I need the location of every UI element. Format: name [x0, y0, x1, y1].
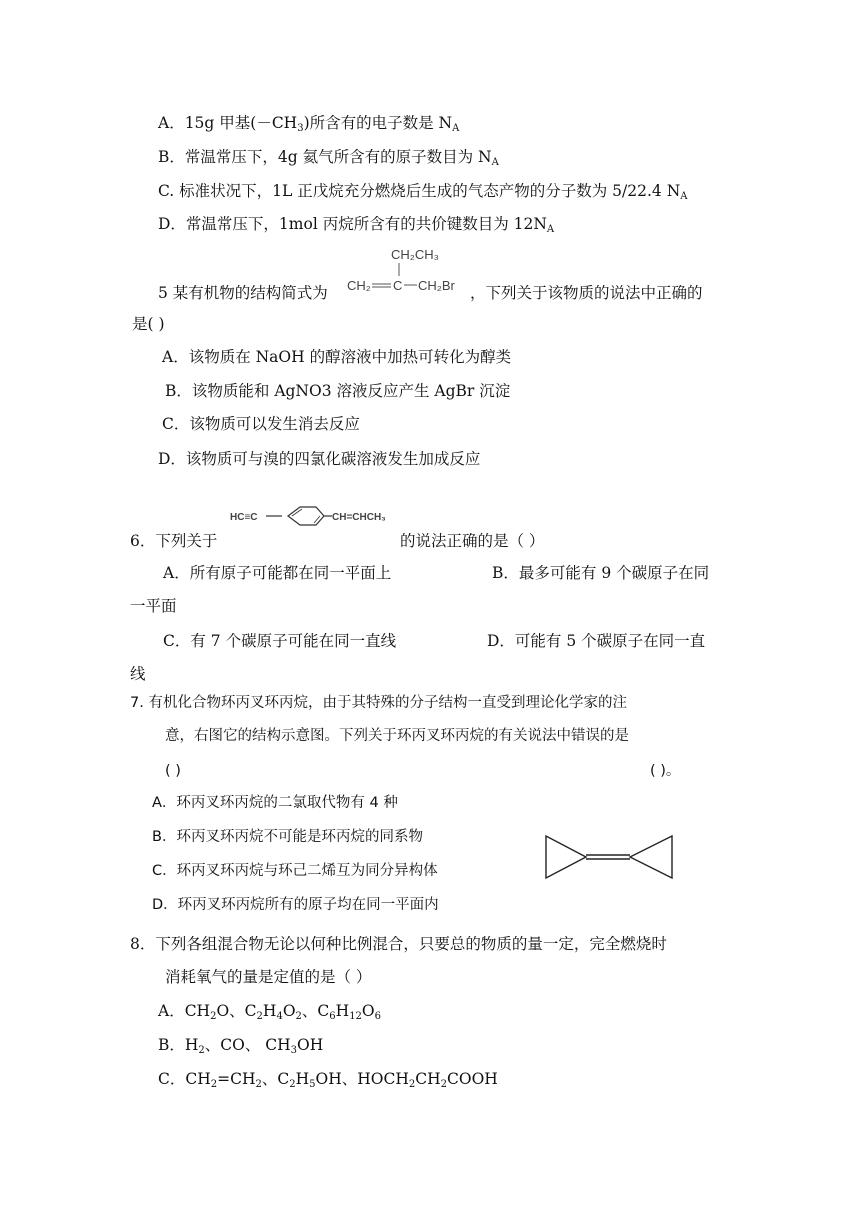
q4-option-b: B．常温常压下，4g 氦气所含有的原子数目为 $N_A$ [158, 148, 499, 168]
q8-stem-line2: 消耗氧气的量是定值的是（ ） [165, 968, 372, 986]
q5-struct-right: CH₂Br [418, 278, 455, 293]
q6-structure-image [228, 504, 398, 546]
q5-option-d: D．该物质可与溴的四氯化碳溶液发生加成反应 [158, 450, 481, 468]
q7-option-d: D．环丙叉环丙烷所有的原子均在同一平面内 [152, 897, 439, 913]
q5-option-c: C．该物质可以发生消去反应 [162, 415, 360, 433]
q7-paren-1: ( ) [165, 763, 181, 779]
q8-option-b: B．$H_2$、CO、 $CH_3OH$ [158, 1036, 324, 1056]
q8-option-c: C．$CH_2=CH_2$、$C_2H_5OH$、$HOCH_2CH_2COOH$ [158, 1070, 498, 1090]
q7-stem-line1: 7. 有机化合物环丙叉环丙烷，由于其特殊的分子结构一直受到理论化学家的注 [130, 695, 627, 711]
q6-stem-a: 6．下列关于 [130, 532, 218, 550]
q6-option-c: C．有 7 个碳原子可能在同一直线 [163, 632, 397, 650]
q4-option-a: A．15g 甲基$(-CH_3)$所含有的电子数是 $N_A$ [158, 114, 460, 134]
q7-option-a: A．环丙叉环丙烷的二氯取代物有 4 种 [152, 795, 398, 811]
q6-option-d-cont: 线 [130, 665, 146, 683]
q6-option-b: B．最多可能有 9 个碳原子在同 [492, 564, 710, 582]
q6-struct-benzene [288, 507, 324, 525]
q5-struct-left: CH₂ [347, 278, 371, 293]
q4-option-c: C. 标准状况下，1L 正戊烷充分燃烧后生成的气态产物的分子数为 5/22.4 $N_A$ [158, 182, 688, 202]
q5-struct-center: C [393, 278, 403, 293]
q8-option-a: A．$CH_2O$、$C_2H_4O_2$、$C_6H_{12}O_6$ [158, 1002, 382, 1022]
q6-struct-left: HC≡C [230, 512, 258, 523]
q6-option-a: A．所有原子可能都在同一平面上 [163, 564, 392, 582]
q4-option-d: D．常温常压下，1mol 丙烷所含有的共价键数目为 $12N_A$ [158, 215, 555, 235]
q5-option-b: B．该物质能和 AgNO3 溶液反应产生 AgBr 沉淀 [165, 382, 511, 400]
q7-cyclopropylidene-structure [540, 832, 680, 884]
q7-option-c: C．环丙叉环丙烷与环己二烯互为同分异构体 [152, 863, 438, 879]
q7-option-b: B．环丙叉环丙烷不可能是环丙烷的同系物 [152, 829, 423, 845]
q8-stem-line1: 8．下列各组混合物无论以何种比例混合，只要总的物质的量一定，完全燃烧时 [130, 935, 667, 953]
q5-stem-b: ，下列关于该物质的说法中正确的 [470, 284, 703, 302]
q5-stem-c: 是( ) [132, 315, 165, 333]
q7-left-ring [546, 836, 586, 878]
q5-struct-top: CH₂CH₃ [391, 247, 439, 262]
q5-option-a: A．该物质在 NaOH 的醇溶液中加热可转化为醇类 [162, 348, 512, 366]
q5-stem-a: 5 某有机物的结构简式为 [158, 284, 328, 302]
q6-option-b-cont: 一平面 [130, 597, 177, 615]
q6-stem-b: 的说法正确的是（ ） [400, 532, 545, 550]
q7-right-ring [630, 836, 672, 878]
q7-paren-2: ( )。 [650, 763, 681, 779]
q7-stem-line2: 意，右图它的结构示意图。下列关于环丙叉环丙烷的有关说法中错误的是 [165, 728, 629, 744]
q6-struct-right: CH=CHCH₃ [332, 512, 386, 523]
q6-option-d: D．可能有 5 个碳原子在同一直 [487, 632, 706, 650]
q5-structure-image [345, 243, 470, 299]
